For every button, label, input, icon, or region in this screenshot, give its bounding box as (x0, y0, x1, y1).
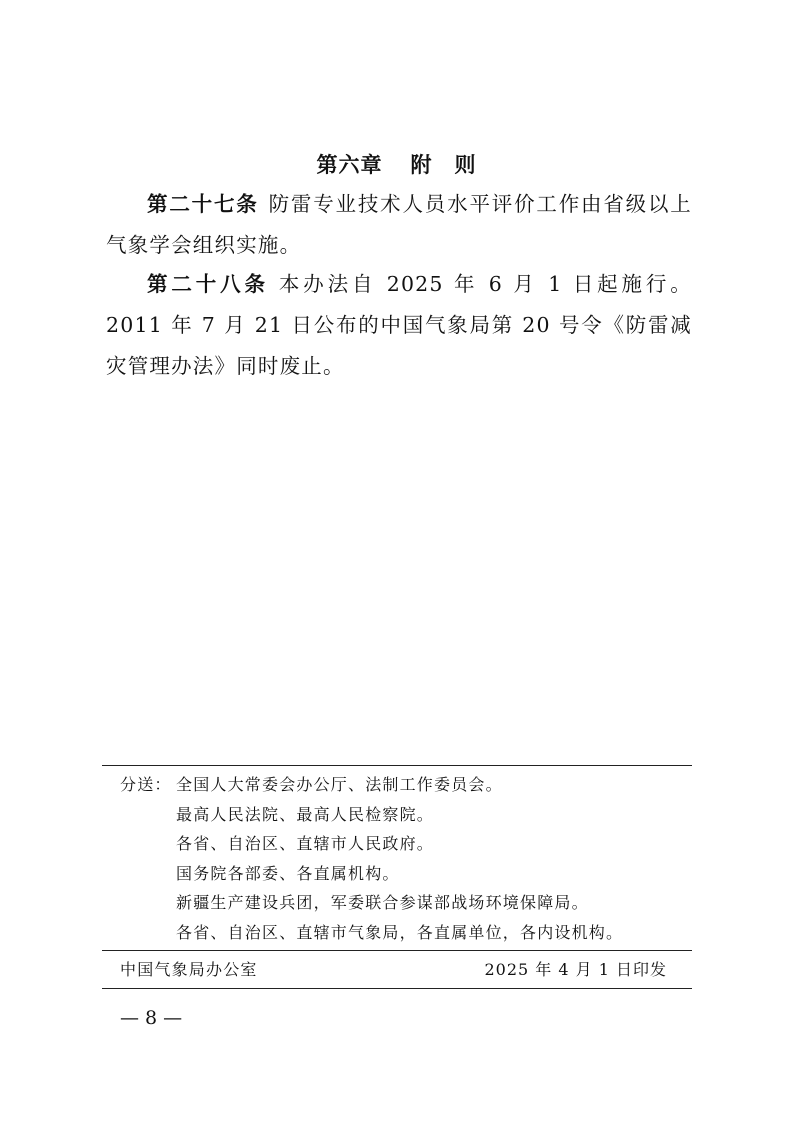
distribution-recipient: 国务院各部委、各直属机构。 (176, 863, 400, 883)
distribution-recipient: 各省、自治区、直辖市气象局，各直属单位，各内设机构。 (176, 922, 624, 942)
distribution-label: 分送： (120, 775, 172, 794)
distribution-line (120, 800, 692, 830)
distribution-list (120, 770, 692, 947)
article-27-number: 第二十七条 (147, 192, 259, 216)
distribution-line (120, 829, 692, 859)
distribution-line (120, 859, 692, 889)
article-28-number: 第二十八条 (147, 272, 269, 296)
distribution-top-rule (102, 765, 692, 766)
distribution-line (120, 770, 692, 800)
issuer-bottom-rule (102, 988, 692, 989)
page-number: — 8 — (120, 1007, 183, 1029)
distribution-recipient: 新疆生产建设兵团，军委联合参谋部战场环境保障局。 (176, 893, 589, 912)
chapter-title-part2: 附 (410, 152, 433, 177)
article-28 (106, 264, 692, 387)
distribution-recipient: 最高人民法院、最高人民检察院。 (176, 804, 435, 824)
chapter-title-part3: 则 (454, 152, 477, 177)
chapter-title (0, 150, 793, 180)
article-27-text: 防雷专业技术人员水平评价工作由省级以上气象学会组织实施。 (106, 192, 692, 257)
issuer-top-rule (102, 950, 692, 951)
article-28-text: 本办法自 2025 年 6 月 1 日起施行。2011 年 7 月 21 日公布的中国气象局第 20 号令《防雷减灾管理办法》同时废止。 (106, 272, 692, 378)
chapter-title-part1: 第六章 (316, 152, 383, 177)
article-27 (106, 184, 692, 266)
distribution-line (120, 888, 692, 918)
issue-date: 2025 年 4 月 1 日印发 (484, 960, 667, 979)
distribution-line (120, 918, 692, 948)
issuer-name: 中国气象局办公室 (120, 960, 258, 979)
distribution-recipient: 全国人大常委会办公厅、法制工作委员会。 (176, 775, 503, 794)
distribution-recipient: 各省、自治区、直辖市人民政府。 (176, 834, 435, 853)
